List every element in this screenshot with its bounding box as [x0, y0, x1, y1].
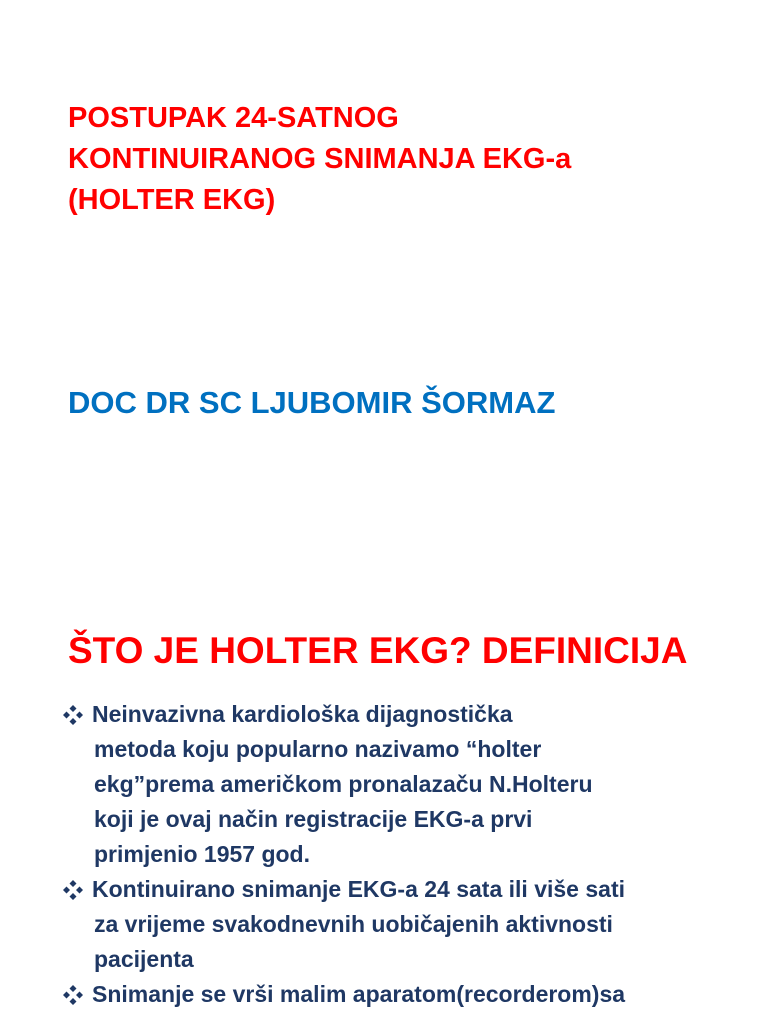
definition-bullet-list: [62, 697, 762, 1012]
bullet-line: metoda koju popularno nazivamo “holter: [94, 736, 542, 762]
slide-title-line: (HOLTER EKG): [68, 184, 276, 216]
bullet-line: koji je ovaj način registracije EKG-a prvi: [94, 806, 533, 832]
bullet-line: Kontinuirano snimanje EKG-a 24 sata ili više sati: [92, 876, 625, 902]
bullet-line: primjenio 1957 god.: [94, 841, 310, 867]
four-diamond-bullet-icon: [62, 697, 92, 732]
author-name: DOC DR SC LJUBOMIR ŠORMAZ: [68, 385, 556, 420]
four-diamond-bullet-icon: [62, 977, 92, 1012]
four-diamond-bullet-icon: [62, 872, 92, 907]
bullet-text: [92, 872, 702, 977]
bullet-line: za vrijeme svakodnevnih uobičajenih aktivnosti: [94, 911, 613, 937]
bullet-line: pacijenta: [94, 946, 194, 972]
bullet-item: [62, 697, 762, 872]
bullet-text: [92, 977, 702, 1012]
slide-title: [68, 98, 728, 221]
section-heading: ŠTO JE HOLTER EKG? DEFINICIJA: [68, 630, 688, 671]
bullet-item: [62, 977, 762, 1012]
slide-title-line: POSTUPAK 24-SATNOG: [68, 102, 399, 134]
bullet-item: [62, 872, 762, 977]
bullet-line: Neinvazivna kardiološka dijagnostička: [92, 701, 513, 727]
bullet-text: [92, 697, 702, 872]
bullet-line: ekg”prema američkom pronalazaču N.Holteru: [94, 771, 593, 797]
bullet-line: Snimanje se vrši malim aparatom(recorderom)sa: [92, 981, 626, 1007]
slide-title-line: KONTINUIRANOG SNIMANJA EKG-a: [68, 143, 572, 175]
